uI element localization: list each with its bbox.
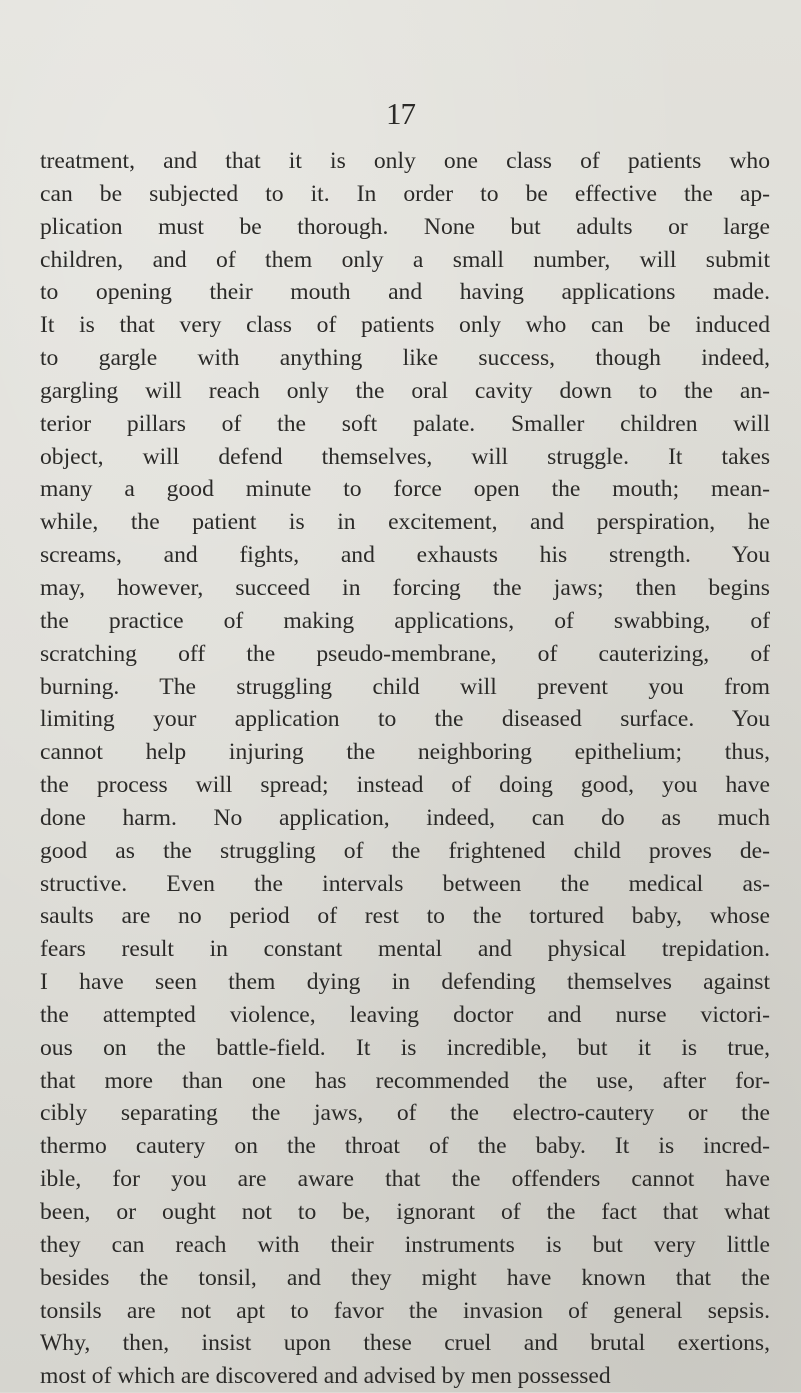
text-line: to gargle with anything like success, though indeed, — [40, 345, 770, 372]
text-line: the practice of making applications, of swabbing, of — [40, 607, 770, 634]
text-line: most of which are discovered and advised by men possessed — [40, 1363, 611, 1390]
text-line: It is that very class of patients only who can be induced — [40, 312, 770, 339]
text-line: to opening their mouth and having applications made. — [40, 279, 770, 306]
text-line: treatment, and that it is only one class of patients who — [40, 148, 770, 174]
text-line: object, will defend themselves, will struggle. It takes — [40, 443, 770, 470]
text-line: good as the struggling of the frightened child proves de- — [40, 837, 770, 864]
text-line: the process will spread; instead of doing good, you have — [40, 772, 770, 799]
text-line: many a good minute to force open the mouth; mean- — [40, 476, 770, 503]
text-line: burning. The struggling child will prevent you from — [40, 673, 770, 700]
text-line: gargling will reach only the oral cavity down to the an- — [40, 377, 770, 404]
text-line: tonsils are not apt to favor the invasion of general sepsis. — [40, 1297, 770, 1324]
text-line: while, the patient is in excitement, and perspiration, he — [40, 509, 770, 536]
text-line: may, however, succeed in forcing the jaws; then begins — [40, 574, 770, 601]
text-line: I have seen them dying in defending themselves against — [40, 969, 770, 996]
text-line: thermo cautery on the throat of the baby. It is incred- — [40, 1133, 770, 1160]
text-line: ible, for you are aware that the offenders cannot have — [40, 1166, 770, 1193]
text-line: that more than one has recommended the use, after for- — [40, 1067, 770, 1094]
text-line: cannot help injuring the neighboring epithelium; thus, — [40, 739, 770, 766]
text-line: they can reach with their instruments is but very little — [40, 1231, 770, 1258]
text-line: structive. Even the intervals between the medical as- — [40, 870, 770, 897]
text-line: fears result in constant mental and physical trepidation. — [40, 936, 770, 963]
text-line: saults are no period of rest to the tortured baby, whose — [40, 903, 770, 930]
text-line: been, or ought not to be, ignorant of the fact that what — [40, 1199, 770, 1225]
text-line: Why, then, insist upon these cruel and brutal exertions, — [40, 1330, 770, 1357]
text-line: can be subjected to it. In order to be effective the ap- — [40, 180, 770, 207]
body-text — [40, 145, 770, 1393]
text-line: done harm. No application, indeed, can do as much — [40, 804, 770, 831]
text-line: scratching off the pseudo-membrane, of cauterizing, of — [40, 640, 770, 667]
text-line: children, and of them only a small number, will submit — [40, 246, 770, 273]
page-number: 17 — [386, 96, 415, 131]
text-line: plication must be thorough. None but adults or large — [40, 213, 770, 240]
text-line: cibly separating the jaws, of the electro-cautery or the — [40, 1100, 770, 1127]
text-line: terior pillars of the soft palate. Smaller children will — [40, 410, 770, 437]
text-line: besides the tonsil, and they might have known that the — [40, 1264, 770, 1291]
text-line: screams, and fights, and exhausts his strength. You — [40, 542, 770, 569]
text-line: limiting your application to the diseased surface. You — [40, 706, 770, 733]
text-line: the attempted violence, leaving doctor and nurse victori- — [40, 1001, 770, 1028]
text-line: ous on the battle-field. It is incredible, but it is true, — [40, 1034, 770, 1061]
